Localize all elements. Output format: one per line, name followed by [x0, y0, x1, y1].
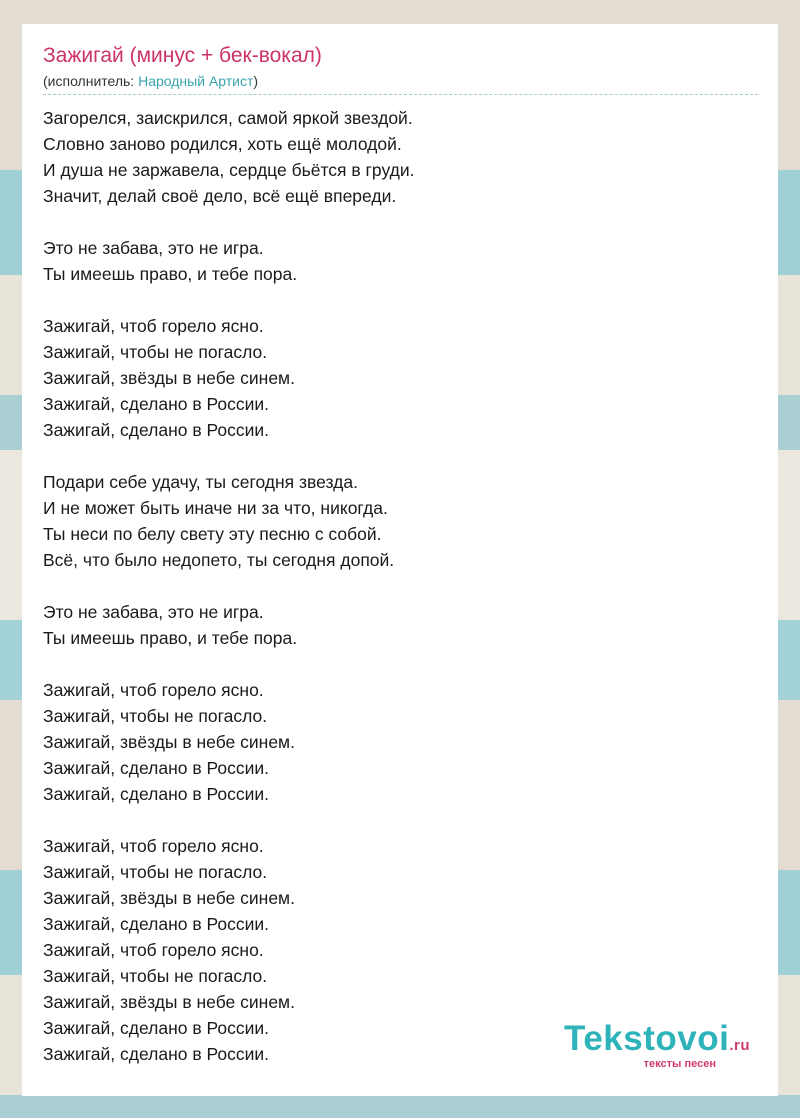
lyric-line: Зажигай, чтобы не погасло. — [43, 342, 268, 362]
performer-prefix: (исполнитель: — [43, 73, 139, 89]
performer-suffix: ) — [253, 73, 259, 89]
lyric-line: Зажигай, звёзды в небе синем. — [43, 368, 295, 388]
lyric-line: Словно заново родился, хоть ещё молодой. — [43, 134, 402, 154]
lyric-line: Зажигай, звёзды в небе синем. — [43, 732, 295, 752]
lyric-line: Зажигай, чтобы не погасло. — [43, 966, 268, 986]
lyric-line: И душа не заржавела, сердце бьётся в груди. — [43, 160, 415, 180]
lyric-line: Зажигай, сделано в России. — [43, 1018, 270, 1038]
stanza-gap — [43, 807, 758, 833]
lyric-line: Зажигай, чтоб горело ясно. — [43, 940, 264, 960]
lyric-line: Зажигай, чтоб горело ясно. — [43, 680, 264, 700]
performer-line — [43, 73, 258, 89]
lyric-line: Это не забава, это не игра. — [43, 238, 264, 258]
lyric-line: Зажигай, чтоб горело ясно. — [43, 836, 264, 856]
song-title: Зажигай (минус + бек-вокал) — [43, 44, 322, 67]
stanza-gap — [43, 287, 758, 313]
lyric-line: Ты имеешь право, и тебе пора. — [43, 264, 298, 284]
lyric-line: Зажигай, сделано в России. — [43, 1044, 270, 1064]
logo-tagline: тексты песен — [643, 1058, 716, 1070]
lyric-line: Ты имеешь право, и тебе пора. — [43, 628, 298, 648]
lyric-line: И не может быть иначе ни за что, никогда. — [43, 498, 388, 518]
lyric-line: Зажигай, сделано в России. — [43, 784, 270, 804]
lyric-line: Зажигай, сделано в России. — [43, 914, 270, 934]
lyrics-card — [22, 24, 778, 1096]
stanza-gap — [43, 443, 758, 469]
lyric-line: Зажигай, сделано в России. — [43, 758, 270, 778]
lyric-line: Значит, делай своё дело, всё ещё впереди. — [43, 186, 397, 206]
performer-link[interactable]: Народный Артист — [138, 73, 254, 89]
stanza-gap — [43, 209, 758, 235]
lyric-line: Зажигай, звёзды в небе синем. — [43, 992, 295, 1012]
lyric-line: Зажигай, звёзды в небе синем. — [43, 888, 295, 908]
title-divider — [43, 94, 758, 95]
lyric-line: Это не забава, это не игра. — [43, 602, 264, 622]
site-logo[interactable] — [564, 1021, 750, 1070]
stanza-gap — [43, 651, 758, 677]
lyric-line: Ты неси по белу свету эту песню с собой. — [43, 524, 382, 544]
lyric-line: Зажигай, чтобы не погасло. — [43, 862, 268, 882]
lyric-line: Всё, что было недопето, ты сегодня допой. — [43, 550, 395, 570]
lyric-line: Зажигай, сделано в России. — [43, 420, 270, 440]
lyric-line: Зажигай, чтоб горело ясно. — [43, 316, 264, 336]
lyric-line: Зажигай, чтобы не погасло. — [43, 706, 268, 726]
lyric-line: Зажигай, сделано в России. — [43, 394, 270, 414]
lyric-line: Подари себе удачу, ты сегодня звезда. — [43, 472, 358, 492]
lyric-line: Загорелся, заискрился, самой яркой звездой. — [43, 108, 413, 128]
lyrics-body — [43, 105, 758, 1067]
logo-tld: .ru — [729, 1037, 750, 1054]
stanza-gap — [43, 573, 758, 599]
logo-name: Tekstovoi — [564, 1019, 730, 1058]
